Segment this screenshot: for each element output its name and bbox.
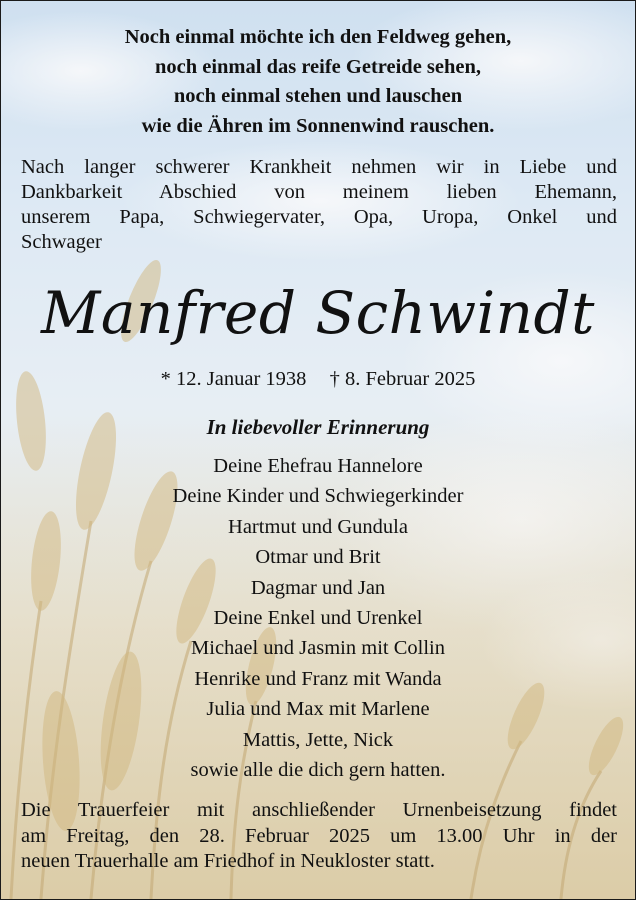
mourner-line: Henrike und Franz mit Wanda	[194, 667, 442, 690]
life-dates	[1, 365, 635, 393]
mourner-line: Dagmar und Jan	[250, 576, 386, 599]
birth-date: * 12. Januar 1938	[160, 368, 307, 390]
service-line: Die Trauerfeier mit anschließender Urnenbeisetzung findet	[21, 799, 617, 821]
mourners-list	[1, 451, 635, 785]
death-date: † 8. Februar 2025	[329, 368, 476, 390]
poem-line: noch einmal stehen und lauschen	[173, 85, 463, 107]
memorial-heading: In liebevoller Erinnerung	[206, 415, 430, 439]
mourner-line: Mattis, Jette, Nick	[242, 728, 394, 751]
service-line: neuen Trauerhalle am Friedhof in Neukloster statt.	[21, 850, 435, 872]
deceased-name: Manfred Schwindt	[41, 279, 595, 347]
mourner-line: Julia und Max mit Marlene	[206, 698, 430, 721]
mourner-line: sowie alle die dich gern hatten.	[190, 759, 446, 782]
poem-line: noch einmal das reife Getreide sehen,	[154, 55, 482, 78]
mourner-line: Deine Ehefrau Hannelore	[213, 455, 423, 477]
mourner-line: Deine Enkel und Urenkel	[213, 607, 423, 630]
intro-line: Nach langer schwerer Krankheit nehmen wir in Liebe und	[21, 156, 617, 178]
intro-line: Schwager	[21, 231, 102, 253]
intro-paragraph	[21, 155, 617, 255]
mourner-line: Deine Kinder und Schwiegerkinder	[172, 485, 464, 508]
mourner-line: Otmar und Brit	[255, 546, 381, 569]
poem-line: wie die Ähren im Sonnenwind rauschen.	[141, 114, 495, 137]
mourner-line: Michael und Jasmin mit Collin	[191, 637, 445, 660]
service-info	[21, 798, 617, 875]
poem-line: Noch einmal möchte ich den Feldweg gehen,	[124, 26, 512, 48]
poem	[1, 23, 635, 141]
service-line: am Freitag, den 28. Februar 2025 um 13.00 Uhr in der	[21, 824, 617, 847]
intro-line: unserem Papa, Schwiegervater, Opa, Uropa, Onkel und	[21, 206, 617, 228]
intro-line: Dankbarkeit Abschied von meinem lieben Ehemann,	[21, 181, 617, 203]
notice-content	[1, 1, 635, 899]
mourner-line: Hartmut und Gundula	[228, 515, 408, 538]
